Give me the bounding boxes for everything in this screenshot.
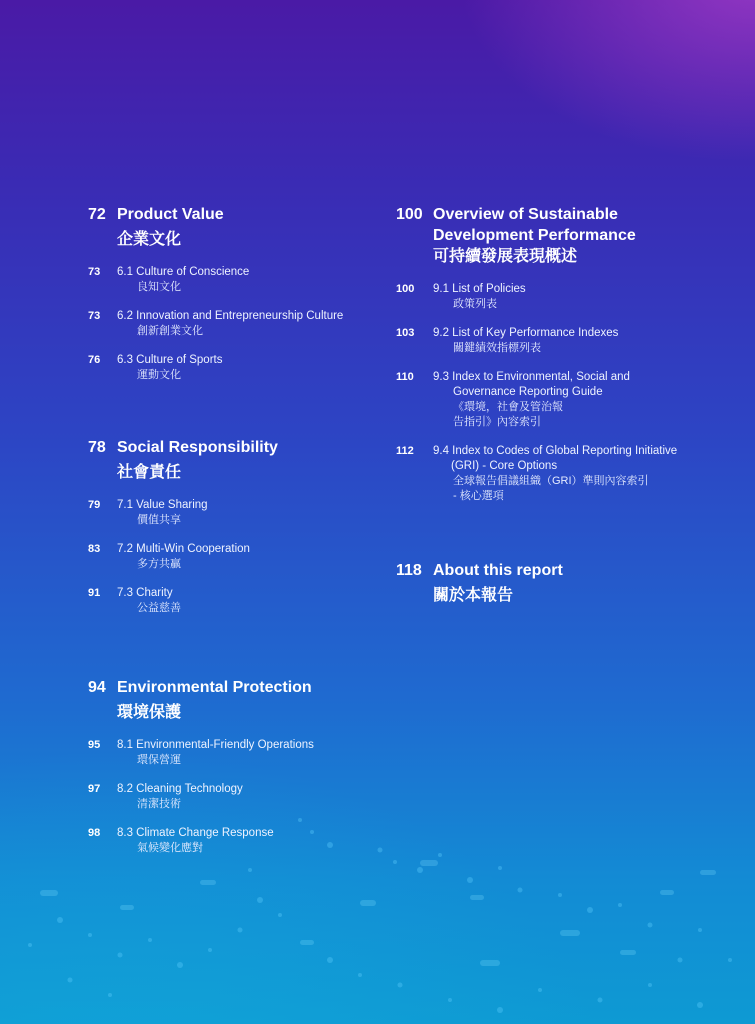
item-title: 7.3 Charity bbox=[117, 587, 173, 599]
section-page-number: 72 bbox=[88, 206, 106, 223]
item-page-number: 91 bbox=[88, 587, 101, 599]
section-title: Environmental Protection bbox=[117, 679, 312, 696]
item-title-zh-line2: - 核心選項 bbox=[453, 490, 504, 502]
item-page-number: 110 bbox=[396, 371, 414, 383]
item-title-zh: 創新創業文化 bbox=[137, 325, 203, 337]
toc-item[interactable] bbox=[396, 370, 726, 430]
toc-section-sustainable-performance[interactable] bbox=[396, 204, 726, 518]
item-title-line2: (GRI) - Core Options bbox=[451, 460, 558, 472]
section-title-line2: Development Performance bbox=[433, 227, 636, 244]
item-title: 9.4 Index to Codes of Global Reporting Initiative bbox=[433, 445, 678, 457]
section-title: Overview of Sustainable bbox=[433, 206, 618, 223]
section-title: Product Value bbox=[117, 206, 224, 223]
toc-item[interactable] bbox=[88, 542, 378, 572]
item-page-number: 100 bbox=[396, 283, 415, 295]
toc-section-social-responsibility[interactable] bbox=[88, 437, 378, 630]
section-page-number: 100 bbox=[396, 206, 423, 223]
item-page-number: 76 bbox=[88, 354, 101, 366]
item-title-zh: 政策列表 bbox=[453, 298, 497, 310]
item-page-number: 79 bbox=[88, 499, 101, 511]
item-title: 8.1 Environmental-Friendly Operations bbox=[117, 739, 314, 751]
toc-section-environmental-protection[interactable] bbox=[88, 677, 378, 870]
item-title-zh: 良知文化 bbox=[137, 281, 181, 293]
toc-item[interactable] bbox=[396, 326, 726, 356]
item-title: 6.1 Culture of Conscience bbox=[117, 266, 250, 278]
toc-item[interactable] bbox=[396, 444, 726, 504]
item-title: 6.3 Culture of Sports bbox=[117, 354, 223, 366]
toc-item[interactable] bbox=[88, 265, 378, 295]
item-page-number: 83 bbox=[88, 543, 101, 555]
section-title-zh: 可持續發展表現概述 bbox=[433, 248, 578, 265]
toc-item[interactable] bbox=[88, 309, 378, 339]
item-title-zh: 《環境，社會及管治報 bbox=[453, 401, 563, 413]
section-title: About this report bbox=[433, 562, 563, 579]
item-title-zh: 多方共贏 bbox=[137, 558, 181, 570]
toc-section-product-value[interactable] bbox=[88, 204, 378, 397]
section-page-number: 118 bbox=[396, 562, 422, 579]
item-title-zh: 關鍵績效指標列表 bbox=[453, 342, 541, 354]
item-title-zh-line2: 告指引》內容索引 bbox=[453, 416, 541, 428]
toc-item[interactable] bbox=[88, 586, 378, 616]
item-title-zh: 公益慈善 bbox=[137, 602, 181, 614]
item-page-number: 95 bbox=[88, 739, 101, 751]
item-title: 9.3 Index to Environmental, Social and bbox=[433, 371, 630, 383]
item-title-zh: 環保營運 bbox=[137, 754, 181, 766]
section-title-zh: 環境保護 bbox=[117, 704, 182, 721]
item-title-zh: 運動文化 bbox=[137, 369, 181, 381]
item-title-zh: 價值共享 bbox=[137, 514, 181, 526]
item-page-number: 97 bbox=[88, 783, 101, 795]
item-title: 9.1 List of Policies bbox=[433, 283, 526, 295]
toc-item[interactable] bbox=[396, 282, 726, 312]
item-title: 7.2 Multi-Win Cooperation bbox=[117, 543, 250, 555]
section-title-zh: 企業文化 bbox=[117, 231, 182, 248]
item-page-number: 103 bbox=[396, 327, 415, 339]
item-page-number: 112 bbox=[396, 445, 414, 457]
item-page-number: 73 bbox=[88, 310, 101, 322]
toc-item[interactable] bbox=[88, 353, 378, 383]
toc-item[interactable] bbox=[88, 738, 378, 768]
item-title: 9.2 List of Key Performance Indexes bbox=[433, 327, 619, 339]
item-title-zh: 全球報告倡議組織（GRI）準則內容索引 bbox=[453, 475, 649, 487]
item-title: 6.2 Innovation and Entrepreneurship Culture bbox=[117, 310, 344, 322]
toc-section-about-report[interactable] bbox=[396, 560, 726, 607]
section-title-zh: 關於本報告 bbox=[433, 587, 514, 604]
item-title-line2: Governance Reporting Guide bbox=[453, 386, 603, 398]
item-title: 8.3 Climate Change Response bbox=[117, 827, 274, 839]
section-title-zh: 社會責任 bbox=[117, 464, 182, 481]
toc-item[interactable] bbox=[88, 782, 378, 812]
toc-item[interactable] bbox=[88, 498, 378, 528]
item-page-number: 98 bbox=[88, 827, 101, 839]
section-page-number: 94 bbox=[88, 679, 106, 696]
toc-item[interactable] bbox=[88, 826, 378, 856]
section-page-number: 78 bbox=[88, 439, 106, 456]
item-title: 8.2 Cleaning Technology bbox=[117, 783, 243, 795]
section-title: Social Responsibility bbox=[117, 439, 278, 456]
item-title: 7.1 Value Sharing bbox=[117, 499, 208, 511]
item-title-zh: 氣候變化應對 bbox=[137, 842, 203, 854]
item-page-number: 73 bbox=[88, 266, 101, 278]
item-title-zh: 清潔技術 bbox=[137, 798, 181, 810]
